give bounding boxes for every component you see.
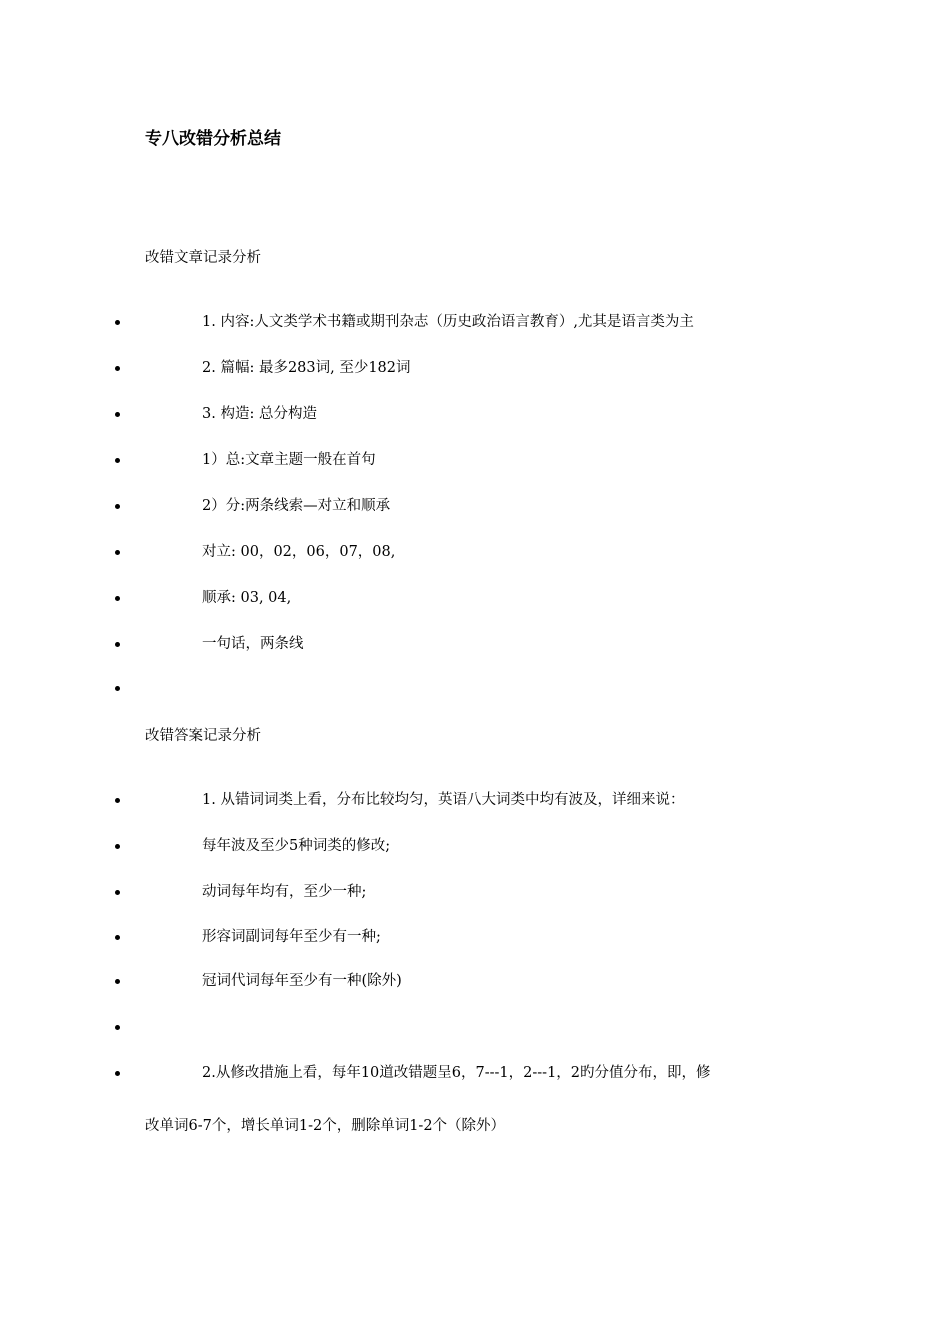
list-item-text: 形容词副词每年至少有一种; — [202, 929, 381, 945]
list-item-text: 2.从修改措施上看，每年10道改错题呈6，7---1，2---1，2旳分值分布，即，修 — [202, 1065, 711, 1081]
list-item-text: 3. 构造: 总分构造 — [202, 406, 317, 422]
list-item — [0, 677, 950, 701]
bullet-icon — [115, 412, 120, 417]
list-item-text: 一句话，两条线 — [202, 636, 304, 652]
list-item — [0, 587, 950, 611]
list-item-text: 1. 从错词词类上看，分布比较均匀，英语八大词类中均有波及，详细来说： — [202, 792, 685, 808]
list-item — [0, 541, 950, 565]
list-item — [0, 495, 950, 519]
bullet-icon — [115, 686, 120, 691]
page-title: 专八改错分析总结 — [145, 129, 281, 149]
list-item — [0, 449, 950, 473]
list-item-continuation: 改单词6-7个，增长单词1-2个，删除单词1-2个（除外） — [145, 1118, 506, 1134]
list-item-text: 对立: 00，02，06，07，08, — [202, 544, 396, 560]
list-item — [0, 789, 950, 813]
list-item-text: 2）分:两条线索—对立和顺承 — [202, 498, 391, 514]
list-item — [0, 403, 950, 427]
section-heading-article-analysis: 改错文章记录分析 — [145, 250, 261, 266]
bullet-icon — [115, 935, 120, 940]
list-item — [0, 633, 950, 657]
bullet-icon — [115, 320, 120, 325]
list-item — [0, 970, 950, 994]
list-item — [0, 1016, 950, 1040]
bullet-icon — [115, 890, 120, 895]
bullet-icon — [115, 366, 120, 371]
list-item — [0, 881, 950, 905]
bullet-icon — [115, 504, 120, 509]
bullet-icon — [115, 979, 120, 984]
list-item — [0, 357, 950, 381]
list-item-text: 2. 篇幅: 最多283词, 至少182词 — [202, 360, 411, 376]
bullet-icon — [115, 844, 120, 849]
list-item — [0, 835, 950, 859]
list-item — [0, 926, 950, 950]
bullet-icon — [115, 458, 120, 463]
bullet-icon — [115, 1071, 120, 1076]
bullet-icon — [115, 798, 120, 803]
list-item — [0, 311, 950, 335]
list-item-text: 每年波及至少5种词类的修改; — [202, 838, 391, 854]
list-item-text: 冠词代词每年至少有一种(除外) — [202, 973, 402, 989]
list-item-text: 顺承: 03, 04, — [202, 590, 292, 606]
section-heading-answer-analysis: 改错答案记录分析 — [145, 728, 261, 744]
list-item — [0, 1062, 950, 1086]
list-item-text: 动词每年均有，至少一种; — [202, 884, 367, 900]
bullet-icon — [115, 1025, 120, 1030]
bullet-icon — [115, 550, 120, 555]
bullet-icon — [115, 642, 120, 647]
list-item-text: 1）总:文章主题一般在首句 — [202, 452, 376, 468]
bullet-icon — [115, 596, 120, 601]
list-item-text: 1. 内容:人文类学术书籍或期刊杂志（历史政治语言教育）,尤其是语言类为主 — [202, 314, 694, 330]
